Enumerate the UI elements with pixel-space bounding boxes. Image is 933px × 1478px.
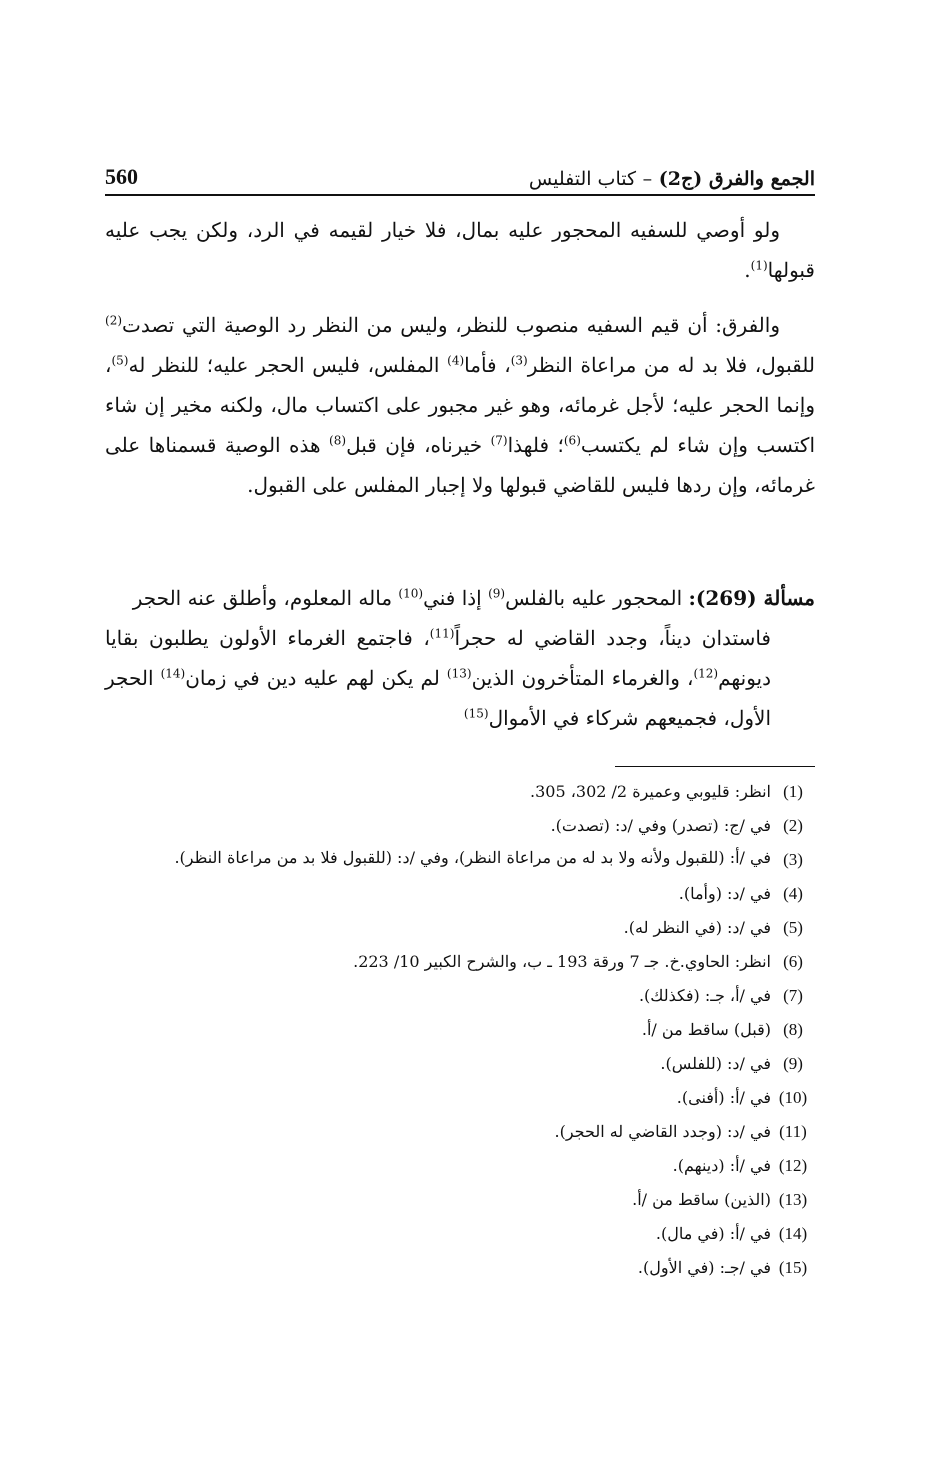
paragraph-text: ، وإنما الحجر عليه؛ لأجل غرمائه، وهو غير مجبور على اكتساب مال، ولكنه مخير إن شاء اكتسب وإن شاء لم يكتسب (105, 353, 815, 457)
paragraph-1 (105, 210, 815, 290)
running-title (529, 168, 815, 190)
footnote-text: في /د: (في النظر له). (623, 918, 771, 937)
footnote-text: في /ج: (تصدر) وفي /د: (تصدت). (550, 816, 771, 835)
footnote-number: (14) (778, 1224, 808, 1243)
footnote-ref: (2) (105, 313, 123, 328)
footnote (105, 877, 815, 911)
footnote-ref: (4) (447, 353, 465, 368)
footnote (105, 1149, 815, 1183)
paragraph-text: الحجر الأول، فجميعهم شركاء في الأموال (105, 666, 771, 730)
book-title: الجمع والفرق (ج2) (658, 168, 815, 190)
footnote-ref: (13) (446, 666, 472, 681)
footnote (105, 1013, 815, 1047)
paragraph-text: فاستدان ديناً، وجدد القاضي له حجراً (454, 626, 771, 650)
footnote-number: (7) (783, 986, 803, 1005)
footnote-text: في /أ: (أفنى). (676, 1088, 771, 1107)
footnote (105, 945, 815, 979)
footnote-number: (4) (783, 884, 803, 903)
footnote-text: في /د: (وجدد القاضي له الحجر). (554, 1122, 771, 1141)
footnote-text: في /د: (للفلس). (660, 1054, 771, 1073)
footnote-ref: (1) (750, 258, 768, 273)
footnote (105, 809, 815, 843)
paragraph-text: ؛ فلهذا (507, 433, 564, 457)
paragraph-text: ، فأما (464, 353, 511, 377)
footnote (105, 1183, 815, 1217)
footnote (105, 1081, 815, 1115)
footnote-number: (1) (783, 782, 803, 801)
paragraph-text: للقبول، فلا بد له من مراعاة النظر (527, 353, 815, 377)
footnote-ref: (11) (429, 626, 455, 641)
footnote-text: انظر: قليوبي وعميرة 2/ 302، 305. (530, 782, 771, 801)
footnote-number: (6) (783, 952, 803, 971)
footnote-ref: (9) (488, 586, 506, 601)
footnote-ref: (10) (398, 586, 424, 601)
footnote (105, 1047, 815, 1081)
footnote-ref: (7) (490, 433, 508, 448)
title-separator: – (642, 168, 653, 190)
footnote-number: (11) (779, 1122, 807, 1141)
paragraph-text: المفلس، فليس الحجر عليه؛ للنظر له (128, 353, 448, 377)
masala-first-line (105, 578, 815, 618)
footnote-ref: (14) (160, 666, 186, 681)
footnote-ref: (8) (329, 433, 347, 448)
footnote-text: في /د: (وأما). (678, 884, 771, 903)
paragraph-text: ولو أوصي للسفيه المحجور عليه بمال، فلا خيار لقيمه في الرد، ولكن يجب عليه قبولها (105, 218, 815, 282)
footnote-number: (15) (778, 1258, 808, 1277)
footnote (105, 775, 815, 809)
paragraph-2 (105, 305, 815, 505)
footnote-ref: (5) (111, 353, 129, 368)
footnote (105, 1251, 815, 1285)
footnote-number: (12) (778, 1156, 808, 1175)
footnotes (105, 775, 815, 1285)
page-number: 560 (105, 164, 138, 189)
paragraph-text: لم يكن لهم عليه دين في زمان (185, 666, 447, 690)
footnote-number: (9) (783, 1054, 803, 1073)
paragraph-text: إذا فني (423, 586, 489, 610)
paragraph-text: ، والغرماء المتأخرون الذين (471, 666, 694, 690)
paragraph-text: والفرق: أن قيم السفيه منصوب للنظر، وليس من النظر رد الوصية التي تصدت (122, 313, 780, 337)
footnote-text: في /أ: (للقبول ولأنه ولا بد له من مراعاة النظر)، وفي /د: (للقبول فلا بد من مراعاة النظر). (174, 848, 771, 867)
paragraph-text: ، فاجتمع الغرماء الأولون يطلبون بقايا ديونهم (105, 626, 771, 690)
footnote (105, 911, 815, 945)
chapter-title: كتاب التفليس (528, 168, 637, 190)
footnote-text: في /أ: (في مال). (655, 1224, 771, 1243)
footnote (105, 1115, 815, 1149)
footnote-ref: (3) (510, 353, 528, 368)
footnote-text: انظر: الحاوي.خ. جـ 7 ورقة 193 ـ ب، والشرح الكبير 10/ 223. (353, 952, 771, 971)
footnote-text: (الذين) ساقط من /أ. (632, 1190, 771, 1209)
footnote-number: (2) (783, 816, 803, 835)
paragraph-text: المحجور عليه بالفلس (505, 586, 689, 610)
footnote (105, 1217, 815, 1251)
footnote-text: في /جـ: (في الأول). (637, 1258, 771, 1277)
footnote-number: (5) (783, 918, 803, 937)
footnote (105, 979, 815, 1013)
footnote-text: في /أ: (دينهم). (672, 1156, 771, 1175)
footnote-number: (3) (783, 850, 803, 869)
paragraph-text: . (744, 258, 751, 282)
footnote-text: في /أ، جـ: (فكذلك). (638, 986, 771, 1005)
masala-heading: مسألة (269): (688, 586, 815, 610)
paragraph-text: خيرناه، فإن قبل (346, 433, 491, 457)
footnote-text: (قبل) ساقط من /أ. (641, 1020, 771, 1039)
paragraph-text: هذه الوصية قسمناها على غرمائه، وإن ردها فليس للقاضي قبولها ولا إجبار المفلس على القبول. (105, 433, 815, 497)
footnote-divider (615, 766, 815, 767)
paragraph-text: ماله المعلوم، وأطلق عنه الحجر (132, 586, 399, 610)
masala-continuation (105, 618, 771, 738)
footnote-ref: (6) (563, 433, 581, 448)
masala-269 (105, 578, 815, 738)
footnote-number: (13) (778, 1190, 808, 1209)
footnote (105, 843, 815, 877)
footnote-ref: (12) (693, 666, 719, 681)
footnote-ref: (15) (463, 706, 489, 721)
footnote-number: (10) (778, 1088, 808, 1107)
footnote-number: (8) (783, 1020, 803, 1039)
page-header (105, 150, 815, 196)
